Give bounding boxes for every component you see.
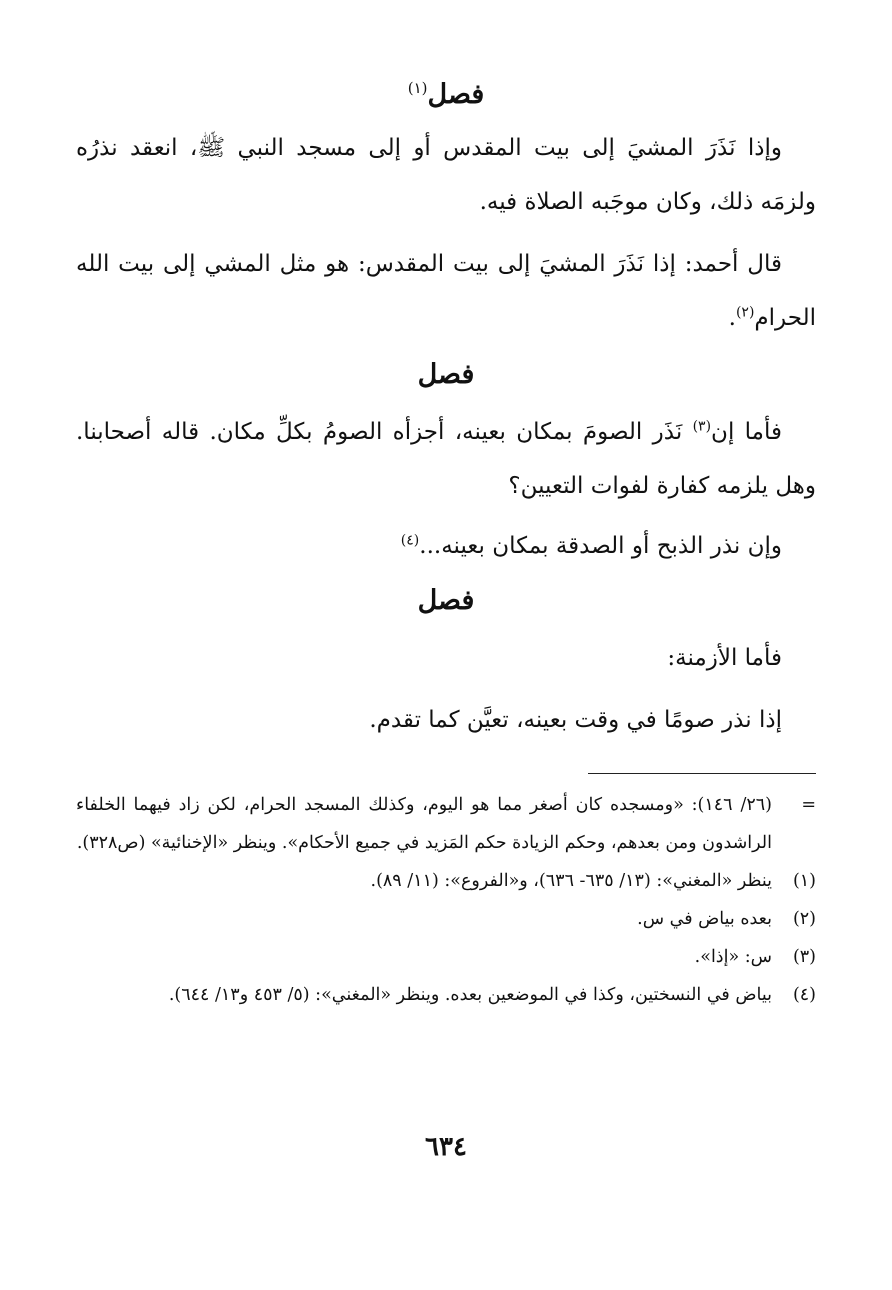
footnote-2	[76, 900, 816, 938]
section-heading	[76, 581, 816, 621]
footnote-text: ينظر «المغني»: (١٣/ ٦٣٥- ٦٣٦)، و«الفروع»: (١١/ ٨٩).	[370, 871, 772, 891]
paragraph-end: .	[728, 305, 736, 331]
footnote-1	[76, 862, 816, 900]
page-number: ٦٣٤	[425, 1132, 467, 1162]
paragraph-3	[76, 405, 816, 513]
section-heading	[76, 68, 816, 115]
footnote-marker: (٣)	[692, 418, 712, 435]
footnote-separator	[588, 773, 816, 774]
footnote-text: (٢٦/ ١٤٦): «ومسجده كان أصغر مما هو اليوم، وكذلك المسجد الحرام، لكن زاد فيهما الخلفاء الراشدون ومن بعدهم، وحكم الزيادة حكم المَزيد في جميع الأحكام». وينظر «الإخنائية» (ص٣٢٨).	[76, 795, 772, 853]
paragraph-2	[76, 237, 816, 345]
footnote-3	[76, 938, 816, 976]
paragraph-4	[76, 519, 816, 573]
paragraph-text: وإذا نَذَرَ المشيَ إلى بيت المقدس أو إلى مسجد النبي ﷺ، انعقد نذرُه ولزمَه ذلك، وكان موجَبه الصلاة فيه.	[76, 135, 816, 215]
paragraph-text: فأما الأزمنة:	[667, 645, 782, 671]
footnote-text: س: «إذا».	[694, 947, 772, 967]
paragraph-text: إذا نذر صومًا في وقت بعينه، تعيَّن كما تقدم.	[369, 707, 782, 733]
paragraph-1	[76, 121, 816, 229]
footnote-text: بياض في النسختين، وكذا في الموضعين بعده. وينظر «المغني»: (٥/ ٤٥٣ و١٣/ ٦٤٤).	[168, 985, 772, 1005]
paragraph-text: وإن نذر الذبح أو الصدقة بمكان بعينه...	[419, 533, 782, 559]
footnote-continuation	[76, 786, 816, 862]
paragraph-text: نَذَر الصومَ بمكان بعينه، أجزأه الصومُ بكلِّ مكان. قاله أصحابنا. وهل يلزمه كفارة لفوات التعيين؟	[76, 419, 816, 499]
heading-text: فصل	[417, 585, 475, 616]
footnote-marker: (١)	[407, 79, 428, 97]
footnote-number: (١)	[792, 871, 816, 891]
footnote-4	[76, 976, 816, 1014]
paragraph-5	[76, 631, 816, 685]
paragraph-start: فأما إن	[711, 419, 782, 445]
footnote-marker: (٢)	[735, 304, 755, 321]
footnote-number: (٣)	[792, 947, 816, 967]
footnote-marker: (٤)	[400, 532, 420, 549]
paragraph-6	[76, 693, 816, 747]
continuation-mark: =	[801, 795, 816, 815]
heading-text: فصل	[427, 79, 485, 110]
footnote-number: (٢)	[792, 909, 816, 929]
footnote-number: (٤)	[792, 985, 816, 1005]
section-heading	[76, 355, 816, 395]
book-page	[76, 60, 816, 1290]
footnote-text: بعده بياض في س.	[637, 909, 772, 929]
heading-text: فصل	[417, 359, 475, 390]
paragraph-text: قال أحمد: إذا نَذَرَ المشيَ إلى بيت المقدس: هو مثل المشي إلى بيت الله الحرام	[76, 251, 816, 331]
footnotes	[76, 786, 816, 1014]
